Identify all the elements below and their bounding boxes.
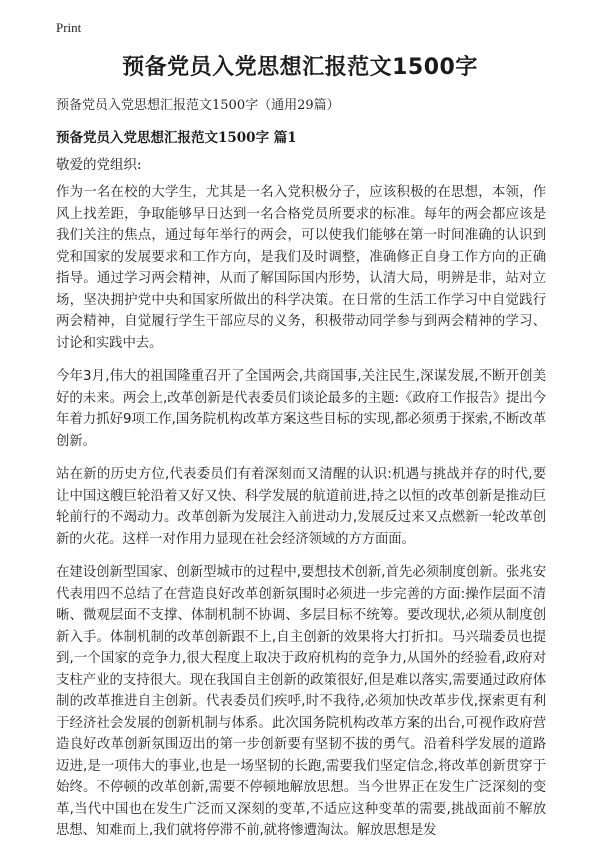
document-title: 预备党员入党思想汇报范文1500字 [122,55,478,80]
section-heading: 预备党员入党思想汇报范文1500字 篇1 [56,130,297,146]
paragraph-2: 今年3月,伟大的祖国隆重召开了全国两会,共商国事,关注民生,深谋发展,不断开创美好的未来。两会上,改革创新是代表委员们谈论最多的主题:《政府工作报告》提出今年着力抓好9项工作,国务院机构改革方案这些目标的实现,都必须勇于探索,不断改革创新。 [56,369,546,449]
paragraph-1: 作为一名在校的大学生，尤其是一名入党积极分子，应该积极的在思想，本领，作风上找差距，争取能够早日达到一名合格党员所要求的标准。每年的两会都应该是我们关注的焦点，通过每年举行的两会，可以使我们能够在第一时间准确的认识到党和国家的发展要求和工作方向，是我们及时调整，准确修正自身工作方向的正确指导。通过学习两会精神，从而了解国际国内形势，认清大局，明辨是非，站对立场，坚决拥护党中央和国家所做出的科学决策。在日常的生活工作学习中自觉践行两会精神，自觉履行学生干部应尽的义务，积极带动同学参与到两会精神的学习、讨论和实践中去。 [56,185,546,351]
paragraph-3: 站在新的历史方位,代表委员们有着深刻而又清醒的认识:机遇与挑战并存的时代,要让中国这艘巨轮沿着又好又快、科学发展的航道前进,持之以恒的改革创新是推动巨轮前行的不竭动力。改革创新为发展注入前进动力,发展反过来又点燃新一轮改革创新的火花。这样一对作用力显现在社会经济领域的方方面面。 [56,467,546,547]
salutation: 敬爱的党组织: [56,157,142,173]
paragraph-4: 在建设创新型国家、创新型城市的过程中,要想技术创新,首先必须制度创新。张兆安代表用四不总结了在营造良好改革创新氛围时必须进一步完善的方面:操作层面不清晰、微观层面不支撑、体制机制不协调、多层目标不统筹。要改现状,必须从制度创新入手。体制机制的改革创新跟不上,自主创新的效果将大打折扣。马兴瑞委员也提到,一个国家的竞争力,很大程度上取决于政府机构的竞争力,从国外的经验看,政府对支柱产业的支持很大。现在我国自主创新的政策很好,但是难以落实,需要通过政府体制的改革推进自主创新。代表委员们疾呼,时不我待,必须加快改革步伐,探索更有利于经济社会发展的创新机制与体系。此次国务院机构改革方案的出台,可视作政府营造良好改革创新氛围迈出的第一步创新要有坚韧不拔的勇气。沿着科学发展的道路迈进,是一项伟大的事业,也是一场坚韧的长跑,需要我们坚定信念,将改革创新贯穿于始终。不停顿的改革创新,需要不停顿地解放思想。当今世界正在发生广泛深刻的变革,当代中国也在发生广泛而又深刻的变革,不适应这种变革的需要,挑战面前不解放思想、知难而上,我们就将停滞不前,就将惨遭淘汰。解放思想是发 [56,565,546,838]
document-body [56,182,546,854]
print-link[interactable]: Print [56,20,82,35]
document-subtitle: 预备党员入党思想汇报范文1500字（通用29篇） [56,98,340,113]
